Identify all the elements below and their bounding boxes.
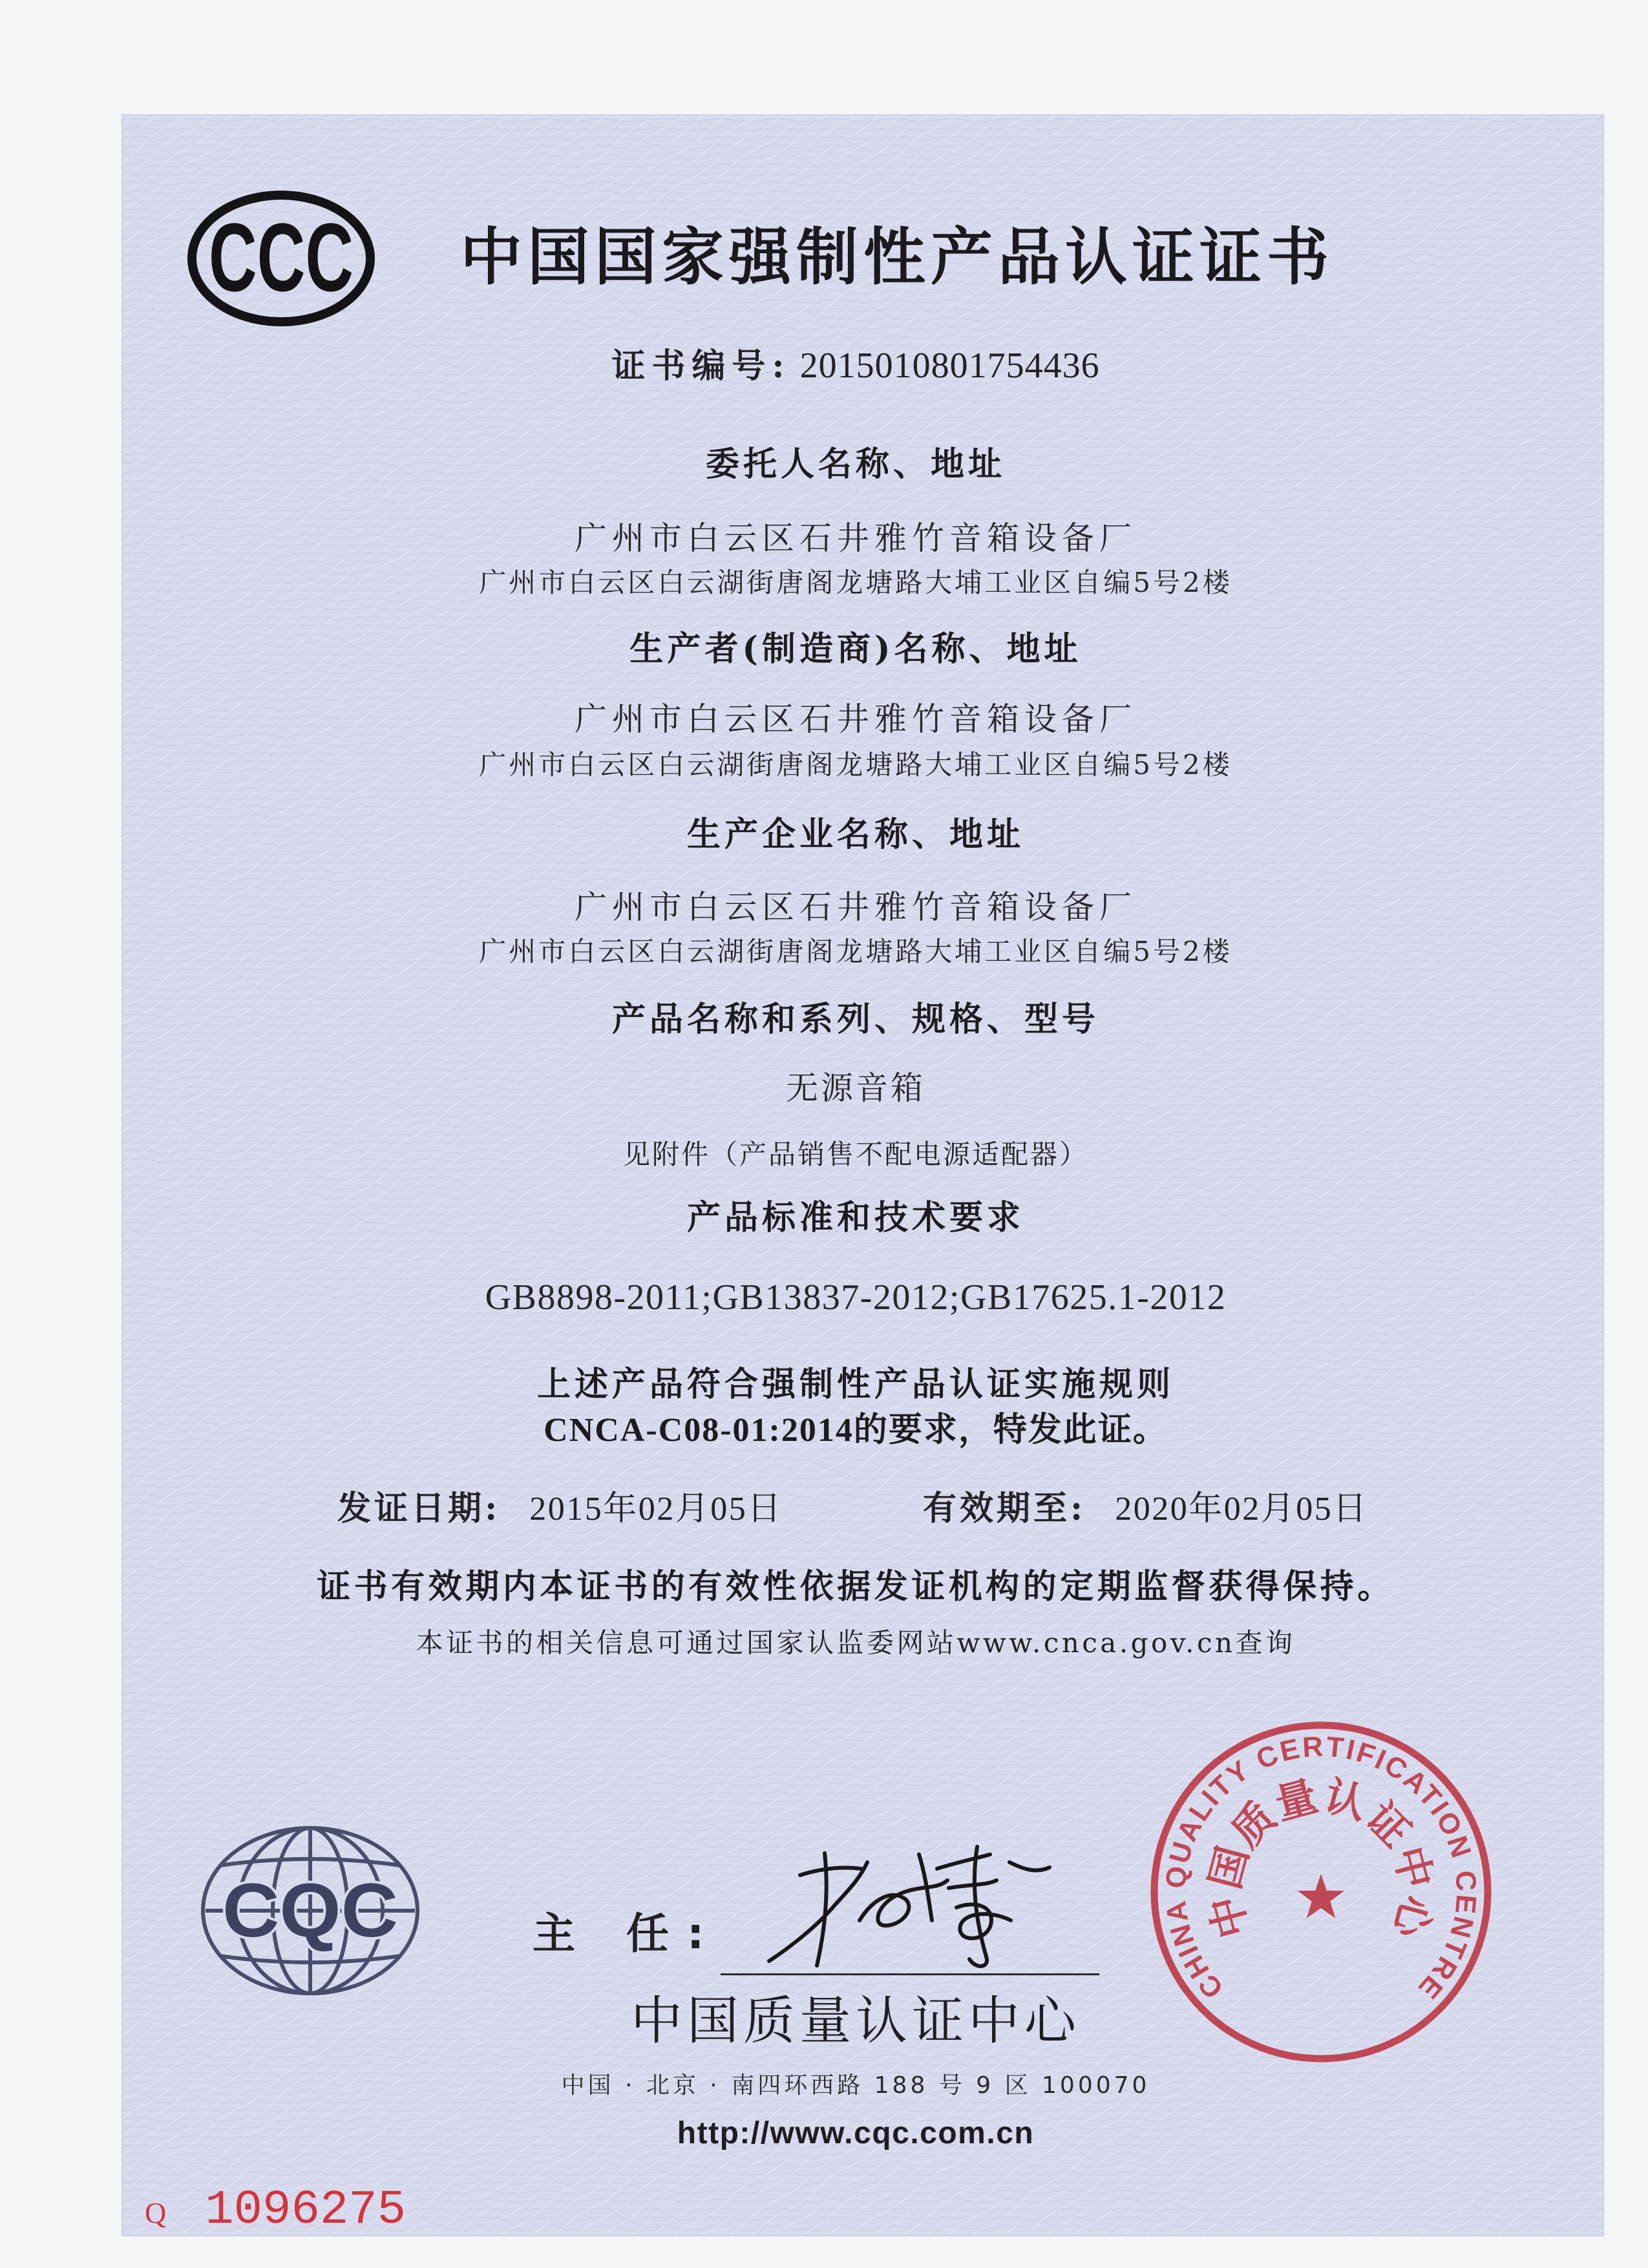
issuer-name: 中国质量认证中心 xyxy=(631,1991,1081,2051)
seal-inner-text-path: 中国质量认证中心 xyxy=(1200,1771,1442,1944)
certificate-title: 中国国家强制性产品认证证书 xyxy=(460,220,1334,293)
signatory-label: 主 任: xyxy=(533,1909,723,1958)
factory-address: 广州市白云区白云湖街唐阁龙塘路大埔工业区自编5号2楼 xyxy=(479,936,1232,967)
product-name: 无源音箱 xyxy=(786,1069,925,1107)
issuer-address: 中国 · 北京 · 南四环西路 188 号 9 区 100070 xyxy=(561,2072,1150,2099)
certificate-number-value: 2015010801754436 xyxy=(799,346,1100,386)
seal-inner-text xyxy=(1201,1772,1441,1944)
official-seal xyxy=(1134,1705,1508,2079)
issuer-website: http://www.cqc.com.cn xyxy=(677,2116,1035,2150)
handwritten-signature xyxy=(763,1829,1060,1977)
ccc-logo-letters: CCC xyxy=(209,203,354,311)
factory-heading: 生产企业名称、地址 xyxy=(686,815,1024,854)
certificate-number-label: 证书编号: xyxy=(611,346,791,386)
statement-line-1: 上述产品符合强制性产品认证实施规则 xyxy=(536,1365,1174,1404)
applicant-address: 广州市白云区白云湖街唐阁龙塘路大埔工业区自编5号2楼 xyxy=(479,567,1232,598)
cqc-logo xyxy=(194,1819,427,2003)
standards-heading: 产品标准和技术要求 xyxy=(686,1198,1024,1237)
standards-value: GB8898-2011;GB13837-2012;GB17625.1-2012 xyxy=(485,1277,1227,1318)
query-note: 本证书的相关信息可通过国家认监委网站www.cnca.gov.cn查询 xyxy=(416,1627,1296,1659)
manufacturer-address: 广州市白云区白云湖街唐阁龙塘路大埔工业区自编5号2楼 xyxy=(479,749,1232,781)
ccc-logo xyxy=(184,187,378,330)
product-heading: 产品名称和系列、规格、型号 xyxy=(611,1000,1099,1039)
manufacturer-heading: 生产者(制造商)名称、地址 xyxy=(629,629,1082,669)
expiry-date-label: 有效期至: xyxy=(923,1489,1086,1528)
certificate-number-row xyxy=(128,344,1583,388)
applicant-heading: 委托人名称、地址 xyxy=(705,445,1006,484)
product-note: 见附件（产品销售不配电源适配器） xyxy=(622,1139,1088,1170)
applicant-name: 广州市白云区石井雅竹音箱设备厂 xyxy=(575,520,1137,557)
statement-line-2: CNCA-C08-01:2014的要求，特发此证。 xyxy=(544,1412,1168,1449)
issue-date-label: 发证日期: xyxy=(337,1489,501,1528)
serial-value: 1096275 xyxy=(205,2183,407,2238)
issue-date-value: 2015年02月05日 xyxy=(529,1491,783,1528)
serial-prefix: Q xyxy=(145,2196,167,2229)
serial-number xyxy=(145,2179,406,2242)
manufacturer-name: 广州市白云区石井雅竹音箱设备厂 xyxy=(575,700,1137,738)
signature-line xyxy=(721,1973,1099,1975)
cqc-logo-letters: CQC xyxy=(222,1868,398,1953)
seal-outer-text-path: CHINA QUALITY CERTIFICATION CENTRE xyxy=(1159,1730,1483,2005)
factory-name: 广州市白云区石井雅竹音箱设备厂 xyxy=(575,888,1137,926)
seal-star-icon xyxy=(1298,1874,1344,1918)
expiry-date-row xyxy=(923,1487,1368,1531)
expiry-date-value: 2020年02月05日 xyxy=(1115,1491,1368,1528)
issue-date-row xyxy=(337,1487,783,1531)
validity-note: 证书有效期内本证书的有效性依据发证机构的定期监督获得保持。 xyxy=(317,1567,1395,1606)
